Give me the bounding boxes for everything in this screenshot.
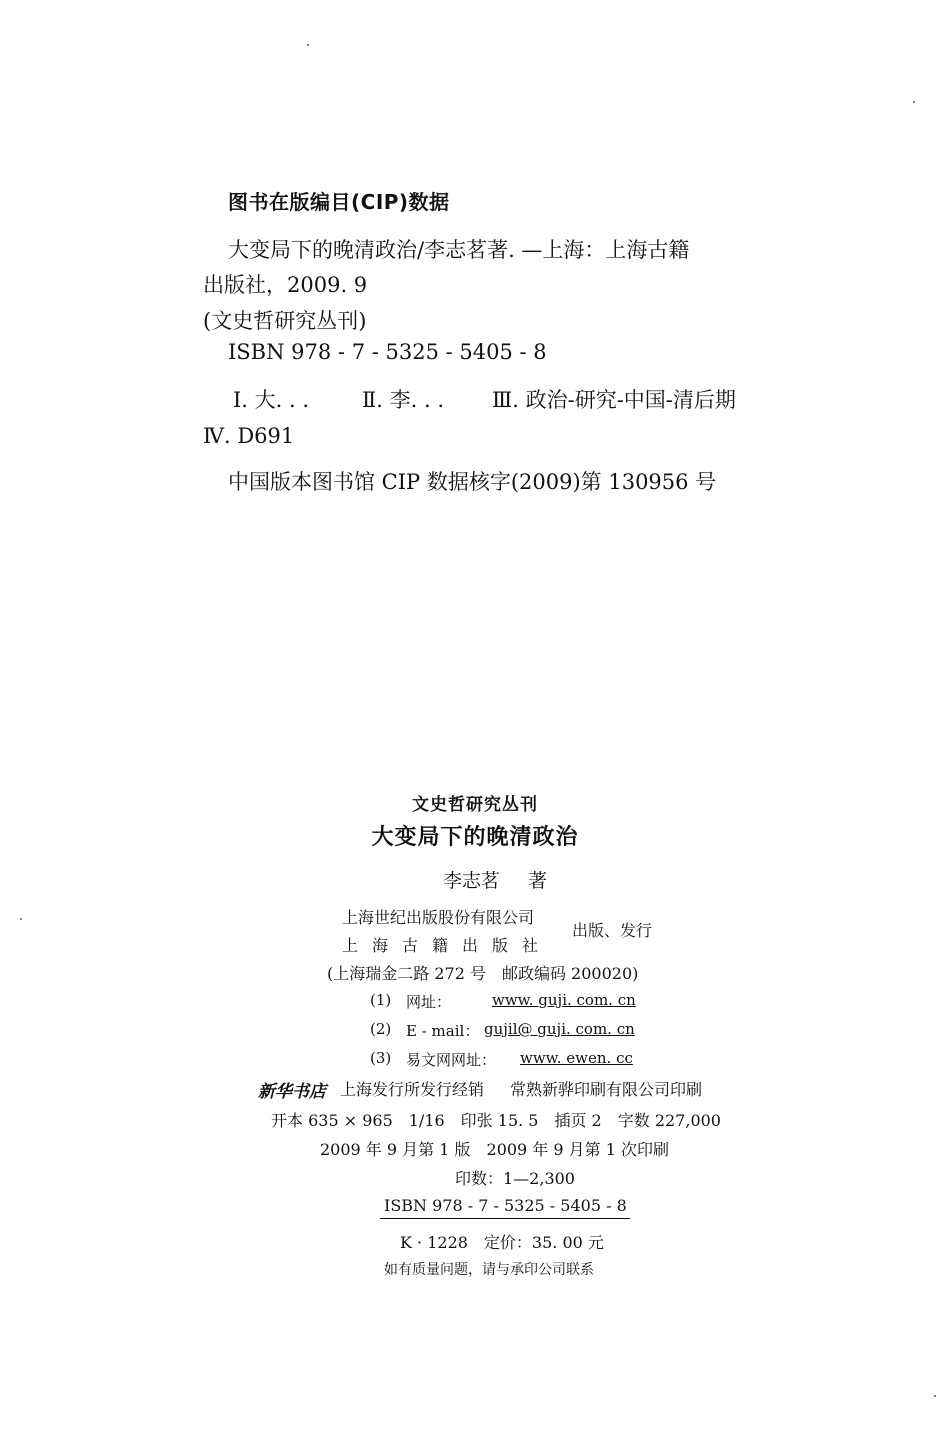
cip-publisher-line: 出版社，2009. 9: [203, 273, 368, 297]
colophon-web-number: (1): [370, 991, 392, 1009]
colophon-publisher-1: 上海世纪出版股份有限公司: [342, 908, 535, 927]
colophon-title: 大变局下的晚清政治: [371, 825, 579, 850]
colophon-distribution: 上海发行所发行经销: [340, 1080, 485, 1099]
colophon-notice: 如有质量问题，请与承印公司联系: [384, 1262, 594, 1278]
colophon-email-number: (2): [370, 1020, 392, 1038]
scan-speck: [934, 1395, 936, 1397]
colophon-ewen-link[interactable]: www. ewen. cc: [520, 1049, 633, 1067]
colophon-isbn: ISBN 978 - 7 - 5325 - 5405 - 8: [384, 1196, 627, 1215]
colophon-ewen-number: (3): [370, 1049, 392, 1067]
colophon-publisher-role: 出版、发行: [572, 921, 653, 940]
cip-title-line: 大变局下的晚清政治/李志茗著. —上海：上海古籍: [228, 238, 690, 262]
colophon-email-label: E - mail：: [406, 1022, 480, 1040]
colophon-format-line: 开本 635 × 965 1/16 印张 15. 5 插页 2 字数 227,000: [271, 1111, 721, 1130]
cip-isbn-line: ISBN 978 - 7 - 5325 - 5405 - 8: [228, 340, 547, 364]
cip-subject-i: Ⅰ. 大. . .: [233, 388, 310, 412]
colophon-price-line: K · 1228 定价：35. 00 元: [400, 1233, 604, 1252]
scan-speck: [913, 101, 915, 103]
cip-subject-ii: Ⅱ. 李. . .: [362, 388, 445, 412]
cip-verification: 中国版本图书馆 CIP 数据核字(2009)第 130956 号: [228, 470, 717, 494]
colophon-author-role: 著: [528, 870, 548, 892]
colophon-print-run: 印数：1—2,300: [455, 1169, 575, 1188]
scan-speck: [20, 918, 22, 920]
xinhua-bookstore-logo: 新华书店: [258, 1082, 326, 1102]
colophon-series: 文史哲研究丛刊: [412, 795, 538, 815]
colophon-web-label: 网址：: [406, 993, 452, 1011]
colophon-divider: [380, 1218, 630, 1219]
cip-classification: Ⅳ. D691: [203, 424, 295, 448]
colophon-author: 李志茗: [443, 870, 501, 892]
cip-series-line: (文史哲研究丛刊): [203, 309, 367, 333]
cip-subject-iii: Ⅲ. 政治-研究-中国-清后期: [492, 388, 736, 412]
colophon-address: (上海瑞金二路 272 号 邮政编码 200020): [327, 964, 639, 983]
cip-heading: 图书在版编目(CIP)数据: [228, 190, 450, 214]
colophon-ewen-label: 易文网网址：: [406, 1051, 497, 1069]
colophon-email-link[interactable]: gujil@ guji. com. cn: [484, 1020, 635, 1038]
colophon-edition-line: 2009 年 9 月第 1 版 2009 年 9 月第 1 次印刷: [320, 1140, 670, 1159]
colophon-publisher-2: 上海古籍出版社: [342, 936, 553, 955]
colophon-printer: 常熟新骅印刷有限公司印刷: [510, 1080, 703, 1099]
scan-speck: [307, 44, 309, 46]
colophon-web-link[interactable]: www. guji. com. cn: [492, 991, 636, 1009]
